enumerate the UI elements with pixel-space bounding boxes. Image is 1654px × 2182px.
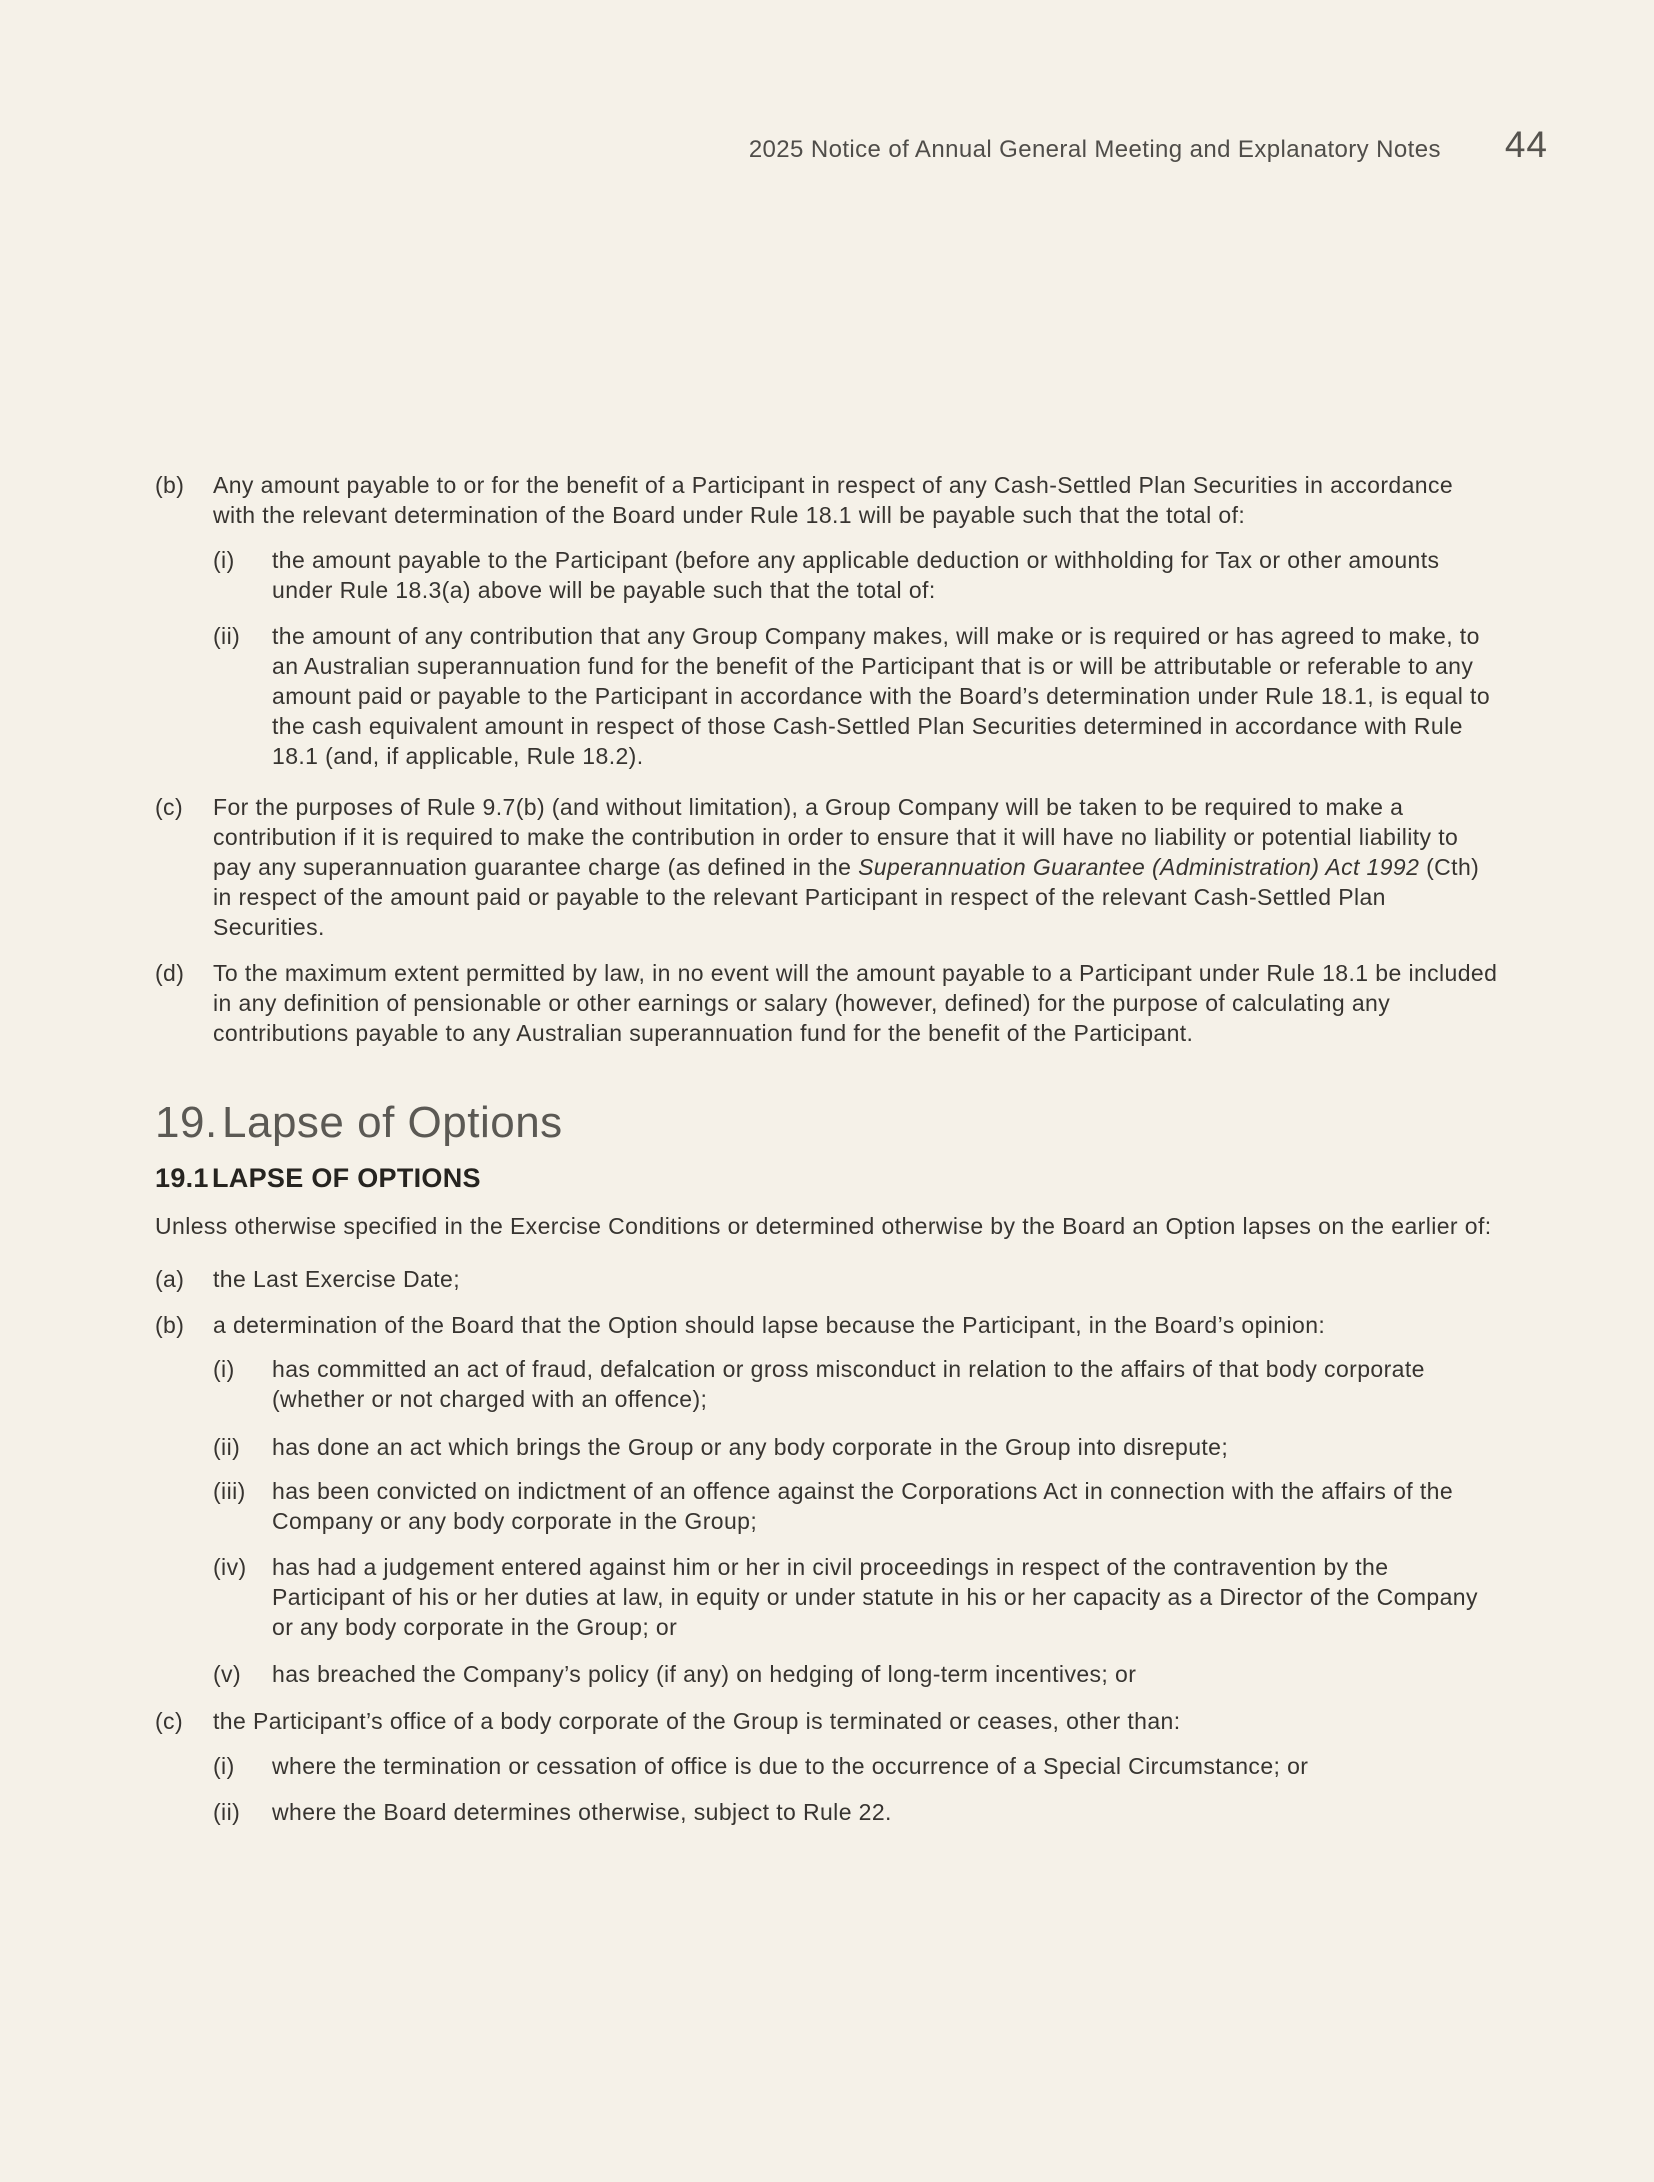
list-item-text: the Participant’s office of a body corporate of the Group is terminated or ceases, other than: [213, 1708, 1181, 1734]
sub-list-item-label: (iii) [213, 1478, 246, 1504]
sub-list-item-i [213, 1751, 1500, 1781]
list-item-a [155, 1264, 1500, 1294]
sub-list-item-label: (iv) [213, 1554, 247, 1580]
list-item-text: a determination of the Board that the Option should lapse because the Participant, in the Board’s opinion: [213, 1312, 1326, 1338]
sub-list-item-text: where the Board determines otherwise, subject to Rule 22. [272, 1799, 892, 1825]
list-item-b2 [155, 1310, 1500, 1689]
text-segment: (Cth) in respect of the amount paid or payable to the relevant Participant in respect of the relevant Cash-Settled Plan Securities. [213, 854, 1480, 940]
sub-list-item-label: (ii) [213, 623, 241, 649]
intro-paragraph: Unless otherwise specified in the Exercise Conditions or determined otherwise by the Board an Option lapses on the earlier of: [155, 1213, 1492, 1239]
italic-act-name: Superannuation Guarantee (Administration) Act 1992 [858, 854, 1420, 880]
list-item-label: (b) [155, 1312, 185, 1338]
sub-list-item-v [213, 1659, 1500, 1689]
list-item-label: (c) [155, 794, 184, 820]
list-item-text: To the maximum extent permitted by law, in no event will the amount payable to a Participant under Rule 18.1 be included in any definition of pensionable or other earnings or salary (however, defined) for the purpose of calculating any contributions payable to any Australian superannuation fund for the benefit of the Participant. [213, 960, 1498, 1046]
document-content [155, 470, 1500, 1827]
sub-list-item-ii [213, 1797, 1500, 1827]
sub-list-item-text: has had a judgement entered against him or her in civil proceedings in respect of the contravention by the Participant of his or her duties at law, in equity or under statute in his or her capacity as a Director of the Company or any body corporate in the Group; or [272, 1554, 1478, 1640]
section-heading [155, 1098, 1500, 1148]
list-item-label: (a) [155, 1266, 185, 1292]
sub-list-item-label: (v) [213, 1661, 242, 1687]
sub-list-item-text: has been convicted on indictment of an offence against the Corporations Act in connection with the affairs of the Company or any body corporate in the Group; [272, 1478, 1454, 1534]
sub-list-item-text: has done an act which brings the Group or any body corporate in the Group into disrepute; [272, 1434, 1229, 1460]
sub-list-item-ii [213, 1432, 1500, 1462]
list-item-text [213, 792, 1500, 942]
subsection-title: LAPSE OF OPTIONS [212, 1163, 481, 1193]
sub-list-item-label: (ii) [213, 1799, 241, 1825]
sub-list-item-iv [213, 1552, 1500, 1642]
sub-list-item-i [213, 545, 1500, 605]
list-item-label: (d) [155, 960, 185, 986]
sub-list-item-text: the amount payable to the Participant (before any applicable deduction or withholding for Tax or other amounts under Rule 18.3(a) above will be payable such that the total of: [272, 547, 1440, 603]
sub-list-item-ii [213, 621, 1500, 771]
list-item-text: Any amount payable to or for the benefit of a Participant in respect of any Cash-Settled Plan Securities in accordance with the relevant determination of the Board under Rule 18.1 will be payable such that the total of: [213, 472, 1454, 528]
sub-list-item-text: has breached the Company’s policy (if any) on hedging of long-term incentives; or [272, 1661, 1137, 1687]
page-header [155, 124, 1548, 166]
text-segment: For the purposes of Rule 9.7(b) (and without limitation), a Group Company will be taken to be required to make a contribution if it is required to make the contribution in order to ensure that it will have no liability or potential liability to pay any superannuation guarantee charge (as defined in the [213, 794, 1459, 880]
page-number: 44 [1504, 124, 1548, 165]
section-title: Lapse of Options [222, 1098, 563, 1147]
sub-list-item-text: has committed an act of fraud, defalcation or gross misconduct in relation to the affairs of that body corporate (whether or not charged with an offence); [272, 1356, 1425, 1412]
list-item-body [213, 1706, 1500, 1827]
list-item-d [155, 958, 1500, 1048]
list-item-c [155, 792, 1500, 942]
list-item-label: (c) [155, 1708, 184, 1734]
section-number: 19. [155, 1098, 218, 1147]
list-item-c2 [155, 1706, 1500, 1827]
sub-list-item-label: (ii) [213, 1434, 241, 1460]
sub-list-item-label: (i) [213, 547, 235, 573]
sub-list-item-i [213, 1354, 1500, 1414]
subsection-number: 19.1 [155, 1163, 209, 1193]
sub-list-item-label: (i) [213, 1753, 235, 1779]
sub-list-item-text: the amount of any contribution that any Group Company makes, will make or is required or has agreed to make, to an Australian superannuation fund for the benefit of the Participant that is or will be attributable or referable to any amount paid or payable to the Participant in accordance with the Board’s determination under Rule 18.1, is equal to the cash equivalent amount in respect of those Cash-Settled Plan Securities determined in accordance with Rule 18.1 (and, if applicable, Rule 18.2). [272, 623, 1491, 769]
sub-list-item-label: (i) [213, 1356, 235, 1382]
header-title: 2025 Notice of Annual General Meeting and Explanatory Notes [748, 136, 1441, 163]
sub-list-item-iii [213, 1476, 1500, 1536]
sub-list-item-text: where the termination or cessation of office is due to the occurrence of a Special Circumstance; or [272, 1753, 1309, 1779]
list-item-body [213, 1310, 1500, 1689]
subsection-heading [155, 1162, 1500, 1194]
list-item-text: the Last Exercise Date; [213, 1266, 460, 1292]
list-item-label: (b) [155, 472, 185, 498]
list-item-b [155, 470, 1500, 771]
list-item-body [213, 470, 1500, 771]
